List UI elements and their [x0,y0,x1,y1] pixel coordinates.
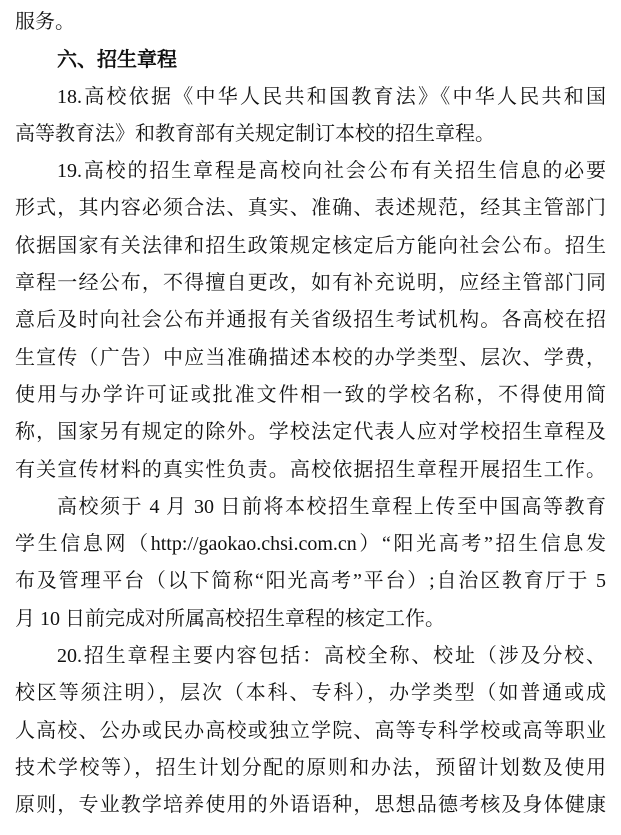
paragraph-19-line: 形式，其内容必须合法、真实、准确、表述规范，经其主管部门 [15,197,606,220]
section-heading: 六、招生章程 [57,47,177,72]
paragraph-20-line: 人高校、公办或民办高校或独立学院、高等专科学校或高等职业 [15,719,606,742]
paragraph-20-line: 技术学校等），招生计划分配的原则和办法，预留计划数及使用 [15,756,606,779]
document-page [15,4,606,825]
paragraph-19-line: 使用与办学许可证或批准文件相一致的学校名称，不得使用简 [15,383,606,406]
paragraph-upload-line: 学生信息网（http://gaokao.chsi.com.cn）“阳光高考”招生信息发 [15,533,606,556]
paragraph-19-line: 19.高校的招生章程是高校向社会公布有关招生信息的必要 [57,160,606,183]
paragraph-20-line: 原则，专业教学培养使用的外语语种，思想品德考核及身体健康 [15,794,606,817]
paragraph-19-line: 生宣传（广告）中应当准确描述本校的办学类型、层次、学费， [15,346,606,369]
paragraph-19-line: 依据国家有关法律和招生政策规定核定后方能向社会公布。招生 [15,234,606,257]
paragraph-19-line: 称，国家另有规定的除外。学校法定代表人应对学校招生章程及 [15,421,606,444]
paragraph-upload-line: 布及管理平台（以下简称“阳光高考”平台）;自治区教育厅于 5 [15,570,606,593]
paragraph-18-line: 18.高校依据《中华人民共和国教育法》《中华人民共和国 [57,85,606,108]
paragraph-18-line: 高等教育法》和教育部有关规定制订本校的招生章程。 [15,122,495,145]
paragraph-20-line: 20.招生章程主要内容包括：高校全称、校址（涉及分校、 [57,645,606,668]
paragraph-20-line: 校区等须注明），层次（本科、专科），办学类型（如普通或成 [15,682,606,705]
paragraph-upload-line: 月 10 日前完成对所属高校招生章程的核定工作。 [15,607,445,630]
paragraph-19-line: 有关宣传材料的真实性负责。高校依据招生章程开展招生工作。 [15,458,606,481]
paragraph-upload-line: 高校须于 4 月 30 日前将本校招生章程上传至中国高等教育 [57,495,606,518]
text-line: 服务。 [15,11,75,33]
paragraph-19-line: 章程一经公布，不得擅自更改，如有补充说明，应经主管部门同 [15,272,606,295]
paragraph-19-line: 意后及时向社会公布并通报有关省级招生考试机构。各高校在招 [15,309,606,332]
